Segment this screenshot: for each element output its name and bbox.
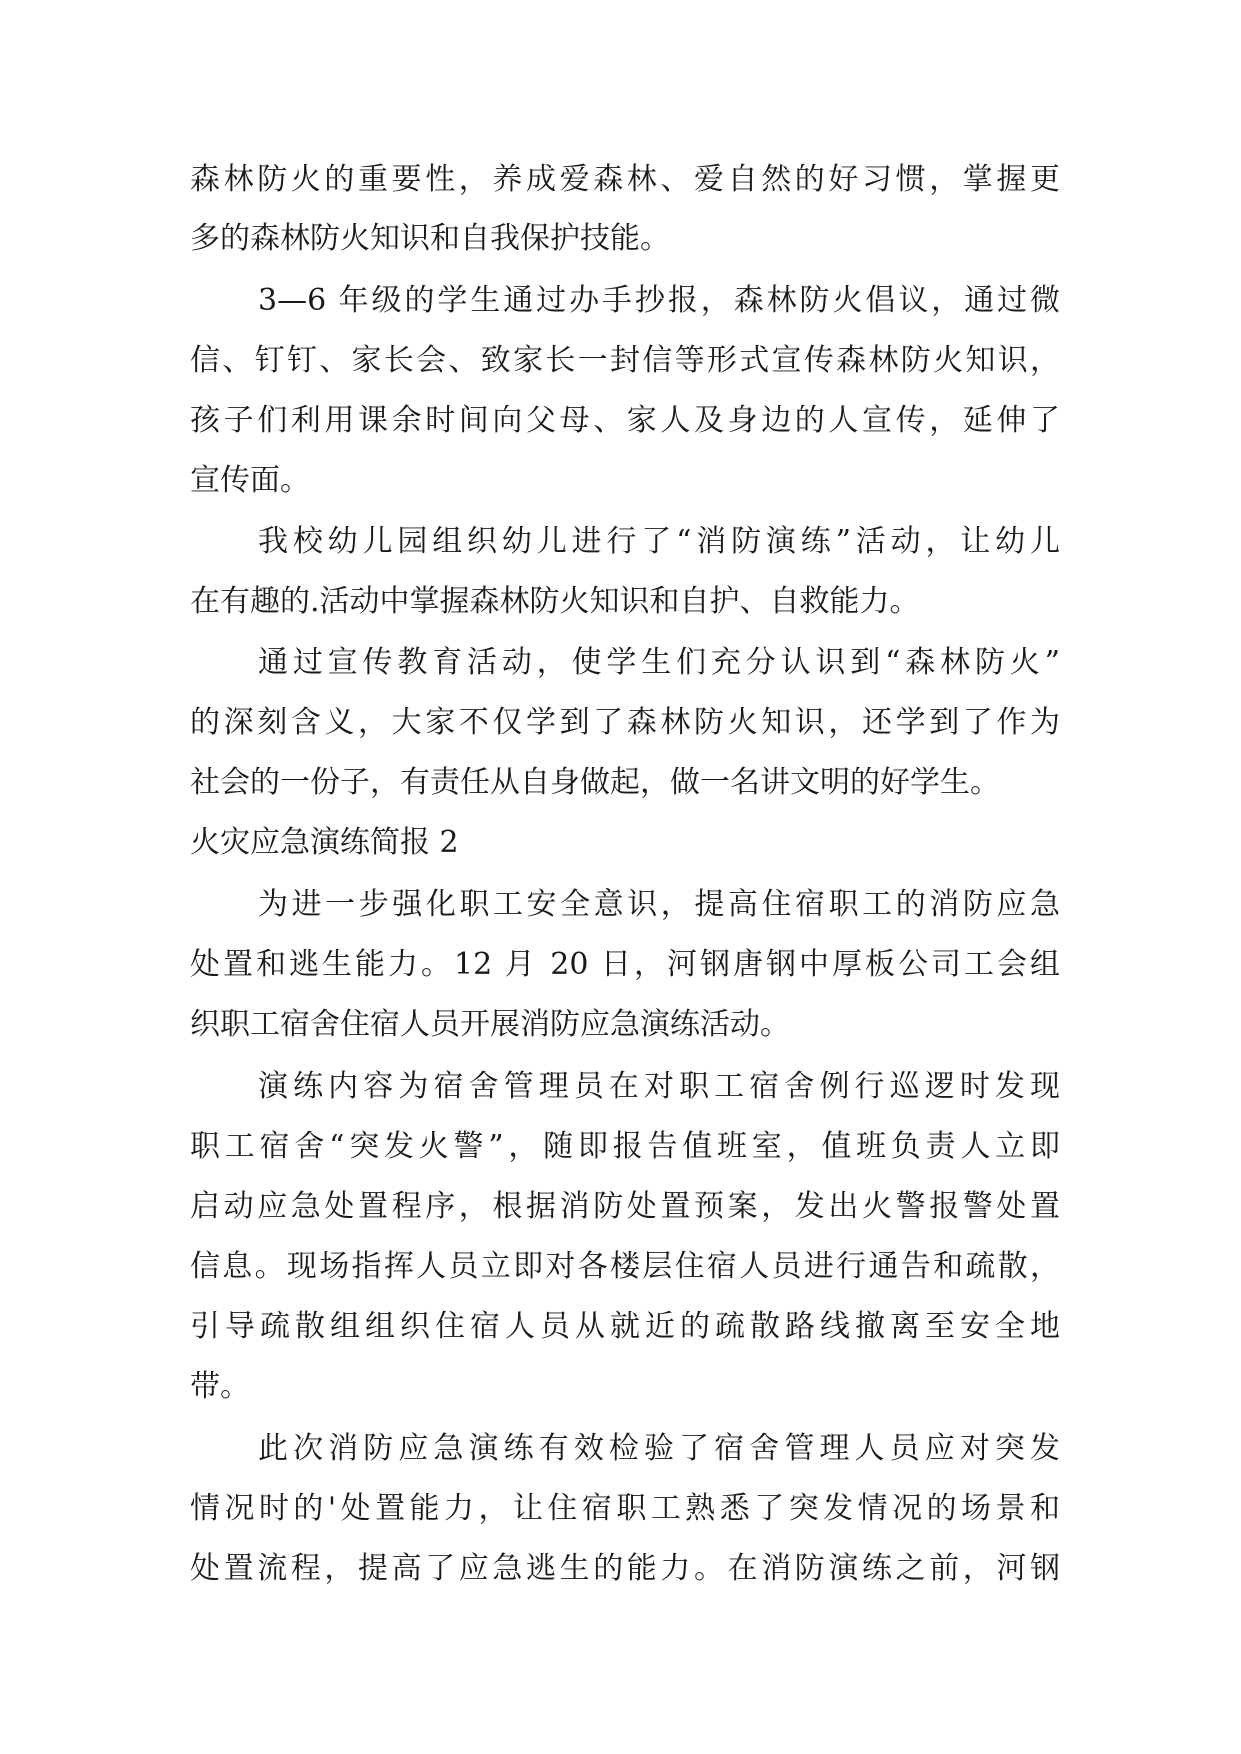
text-line: 多的森林防火知识和自我保护技能。 xyxy=(190,221,670,256)
text-line: 孩子们利用课余时间向父母、家人及身边的人宣传，延伸了 xyxy=(190,403,1060,438)
text-line: 处置和逃生能力。12 月 20 日，河钢唐钢中厚板公司工会组 xyxy=(190,947,1060,982)
paragraph-first-line: 我校幼儿园组织幼儿进行了“消防演练”活动，让幼儿 xyxy=(258,524,1060,559)
text-line: 引导疏散组组织住宿人员从就近的疏散路线撤离至安全地 xyxy=(190,1309,1060,1344)
text-line: 带。 xyxy=(190,1369,250,1404)
text-line: 职工宿舍“突发火警”，随即报告值班室，值班负责人立即 xyxy=(190,1129,1060,1164)
text-line: 织职工宿舍住宿人员开展消防应急演练活动。 xyxy=(190,1007,790,1042)
text-line: 信息。现场指挥人员立即对各楼层住宿人员进行通告和疏散， xyxy=(190,1249,1060,1284)
text-line: 启动应急处置程序，根据消防处置预案，发出火警报警处置 xyxy=(190,1189,1060,1224)
text-line: 森林防火的重要性，养成爱森林、爱自然的好习惯，掌握更 xyxy=(190,162,1060,197)
paragraph-first-line: 3—6 年级的学生通过办手抄报，森林防火倡议，通过微 xyxy=(258,283,1060,318)
text-line: 处置流程，提高了应急逃生的能力。在消防演练之前，河钢 xyxy=(190,1551,1060,1586)
text-line: 情况时的'处置能力，让住宿职工熟悉了突发情况的场景和 xyxy=(190,1491,1060,1526)
text-line: 的深刻含义，大家不仅学到了森林防火知识，还学到了作为 xyxy=(190,705,1060,740)
paragraph-first-line: 为进一步强化职工安全意识，提高住宿职工的消防应急 xyxy=(258,887,1060,922)
section-heading: 火灾应急演练简报 2 xyxy=(190,825,459,860)
paragraph-first-line: 通过宣传教育活动，使学生们充分认识到“森林防火” xyxy=(258,645,1060,680)
paragraph-first-line: 演练内容为宿舍管理员在对职工宿舍例行巡逻时发现 xyxy=(258,1069,1060,1104)
text-line: 宣传面。 xyxy=(190,463,310,498)
text-line: 信、钉钉、家长会、致家长一封信等形式宣传森林防火知识， xyxy=(190,343,1060,378)
text-line: 在有趣的.活动中掌握森林防火知识和自护、自救能力。 xyxy=(190,584,920,619)
paragraph-first-line: 此次消防应急演练有效检验了宿舍管理人员应对突发 xyxy=(258,1431,1060,1466)
text-line: 社会的一份子，有责任从自身做起，做一名讲文明的好学生。 xyxy=(190,765,1000,800)
